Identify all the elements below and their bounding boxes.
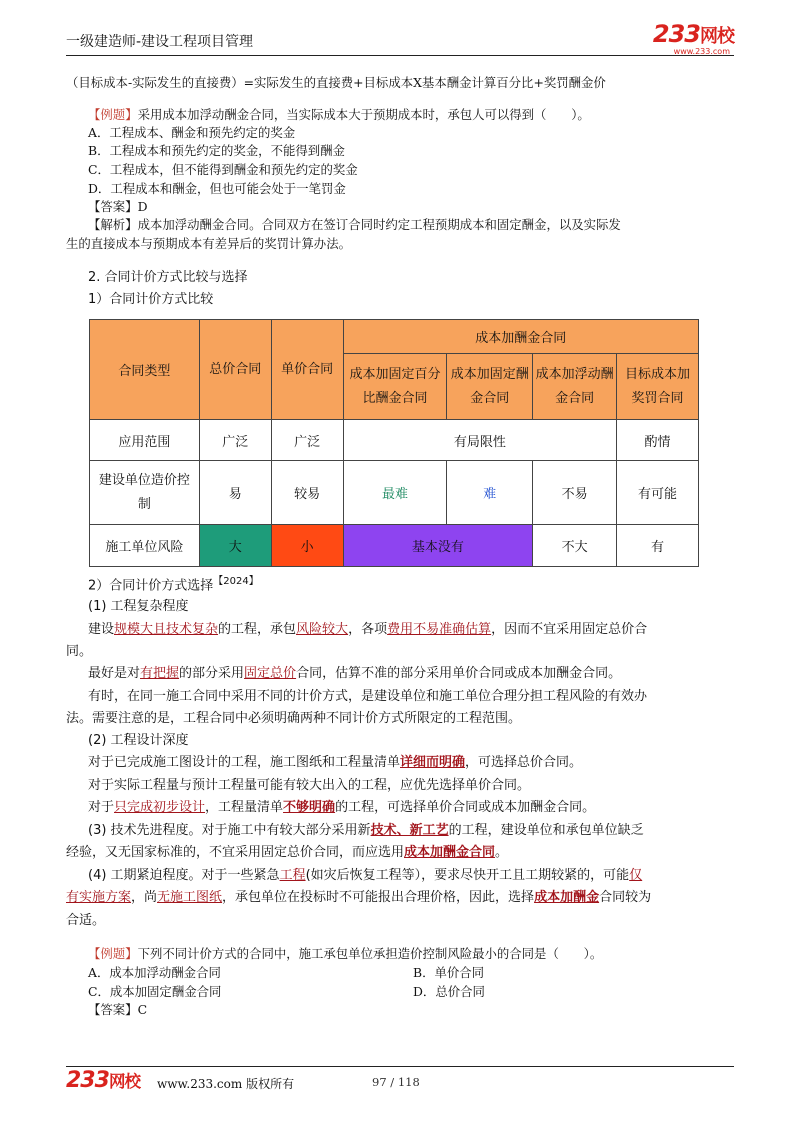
section-heading: 2. 合同计价方式比较与选择: [88, 270, 248, 285]
subsection-heading-1: 1）合同计价方式比较: [88, 292, 214, 307]
para-best-practice: 最好是对有把握的部分采用固定总价合同，估算不准的部分采用单价合同或成本加酬金合同。: [88, 666, 622, 681]
header-cost-plus-fixed: 成本加固定酬金合同: [447, 354, 533, 420]
cell-scope-cost-plus: 有局限性: [343, 420, 617, 461]
header-cost-plus-percentage: 成本加固定百分比酬金合同: [343, 354, 447, 420]
cell-owner-percentage: 最难: [343, 461, 447, 525]
para-urgency: (4) 工期紧迫程度。对于一些紧急工程(如灾后恢复工程等），要求尽快开工且工期较紧的，可能仅: [88, 868, 643, 883]
header-divider: [66, 55, 734, 56]
example-1-question: 【例题】采用成本加浮动酬金合同，当实际成本大于预期成本时，承包人可以得到（ ）。: [88, 107, 590, 122]
para-technology-cont: 经验，又无国家标准的，不宜采用固定总价合同，而应选用成本加酬金合同。: [66, 845, 509, 860]
cell-risk-unit: 小: [271, 525, 343, 567]
example-1-analysis-cont: 生的直接成本与预期成本有差异后的奖罚计算办法。: [66, 236, 351, 251]
page-number: 97 / 118: [372, 1075, 420, 1089]
para-complexity-heading: (1) 工程复杂程度: [88, 599, 189, 614]
option-c: C．工程成本，但不能得到酬金和预先约定的奖金: [88, 162, 358, 177]
para-design-complete: 对于已完成施工图设计的工程，施工图纸和工程量清单详细而明确，可选择总价合同。: [88, 755, 583, 770]
cell-owner-target: 有可能: [617, 461, 699, 525]
cell-owner-fixed: 难: [447, 461, 533, 525]
example-2-option-a: A．成本加浮动酬金合同: [88, 965, 221, 980]
footer-copyright: www.233.com 版权所有: [157, 1077, 295, 1091]
para-mixed-pricing: 有时，在同一施工合同中采用不同的计价方式，是建设单位和施工单位合理分担工程风险的有效办: [88, 689, 648, 704]
example-tag: 【例题】: [88, 946, 138, 961]
cell-risk-floating: 不大: [533, 525, 617, 567]
para-technology: (3) 技术先进程度。对于施工中有较大部分采用新技术、新工艺的工程，建设单位和承包单位缺乏: [88, 823, 644, 838]
option-d: D．工程成本和酬金，但也可能会处于一笔罚金: [88, 181, 346, 196]
example-2-option-d: D．总价合同: [413, 984, 485, 999]
option-a: A．工程成本、酬金和预先约定的奖金: [88, 125, 296, 140]
cell-risk-cost-plus: 基本没有: [343, 525, 533, 567]
document-header-title: 一级建造师-建设工程项目管理: [66, 34, 254, 50]
cell-scope-total: 广泛: [199, 420, 271, 461]
option-b: B．工程成本和预先约定的奖金，不能得到酬金: [88, 143, 345, 158]
header-contract-type: 合同类型: [90, 320, 200, 420]
header-cost-plus: 成本加酬金合同: [343, 320, 698, 354]
row-label-contractor-risk: 施工单位风险: [90, 525, 200, 567]
header-target-cost: 目标成本加奖罚合同: [617, 354, 699, 420]
brand-logo: 233网校: [652, 20, 734, 48]
para-urgency-cont: 有实施方案，尚无施工图纸，承包单位在投标时不可能报出合理价格，因此，选择成本加酬金合同较为: [66, 890, 652, 905]
footer-logo: 233网校: [66, 1068, 140, 1093]
cell-owner-floating: 不易: [533, 461, 617, 525]
contract-comparison-table: [89, 319, 699, 567]
header-cost-plus-floating: 成本加浮动酬金合同: [533, 354, 617, 420]
cell-owner-total: 易: [199, 461, 271, 525]
cell-owner-unit: 较易: [271, 461, 343, 525]
row-label-owner-control: 建设单位造价控制: [90, 461, 200, 525]
para-complexity: 建设规模大且技术复杂的工程，承包风险较大，各项费用不易准确估算，因而不宜采用固定总价合: [88, 622, 648, 637]
para-quantity-variance: 对于实际工程量与预计工程量可能有较大出入的工程，应优先选择单价合同。: [88, 778, 531, 793]
para-design-depth-heading: (2) 工程设计深度: [88, 733, 189, 748]
subsection-heading-2: 2）合同计价方式选择$^{【2024】}$: [88, 576, 259, 594]
example-1-analysis: 【解析】成本加浮动酬金合同。合同双方在签订合同时约定工程预期成本和固定酬金，以及实际发: [88, 217, 621, 232]
example-2-option-c: C．成本加固定酬金合同: [88, 984, 222, 999]
header-unit-price: 单价合同: [271, 320, 343, 420]
para-mixed-pricing-cont: 法。需要注意的是，工程合同中必须明确两种不同计价方式所限定的工程范围。: [66, 711, 522, 726]
cell-risk-target: 有: [617, 525, 699, 567]
header-total-price: 总价合同: [199, 320, 271, 420]
brand-logo-url: www.233.com: [673, 47, 730, 56]
example-2-answer: 【答案】C: [88, 1002, 148, 1017]
formula-line: （目标成本-实际发生的直接费）=实际发生的直接费+目标成本X基本酬金计算百分比+奖罚酬金价: [66, 75, 606, 90]
row-label-scope: 应用范围: [90, 420, 200, 461]
cell-risk-total: 大: [199, 525, 271, 567]
para-urgency-end: 合适。: [66, 913, 106, 928]
example-2-option-b: B．单价合同: [413, 965, 485, 980]
cell-scope-unit: 广泛: [271, 420, 343, 461]
example-1-answer: 【答案】D: [88, 199, 148, 214]
example-2-question: 【例题】下列不同计价方式的合同中，施工承包单位承担造价控制风险最小的合同是（ ）。: [88, 946, 603, 961]
para-preliminary-design: 对于只完成初步设计，工程量清单不够明确的工程，可选择单价合同或成本加酬金合同。: [88, 800, 596, 815]
footer-divider: [66, 1066, 734, 1067]
cell-scope-target: 酌情: [617, 420, 699, 461]
example-tag: 【例题】: [88, 107, 138, 122]
para-complexity-cont: 同。: [66, 644, 93, 659]
